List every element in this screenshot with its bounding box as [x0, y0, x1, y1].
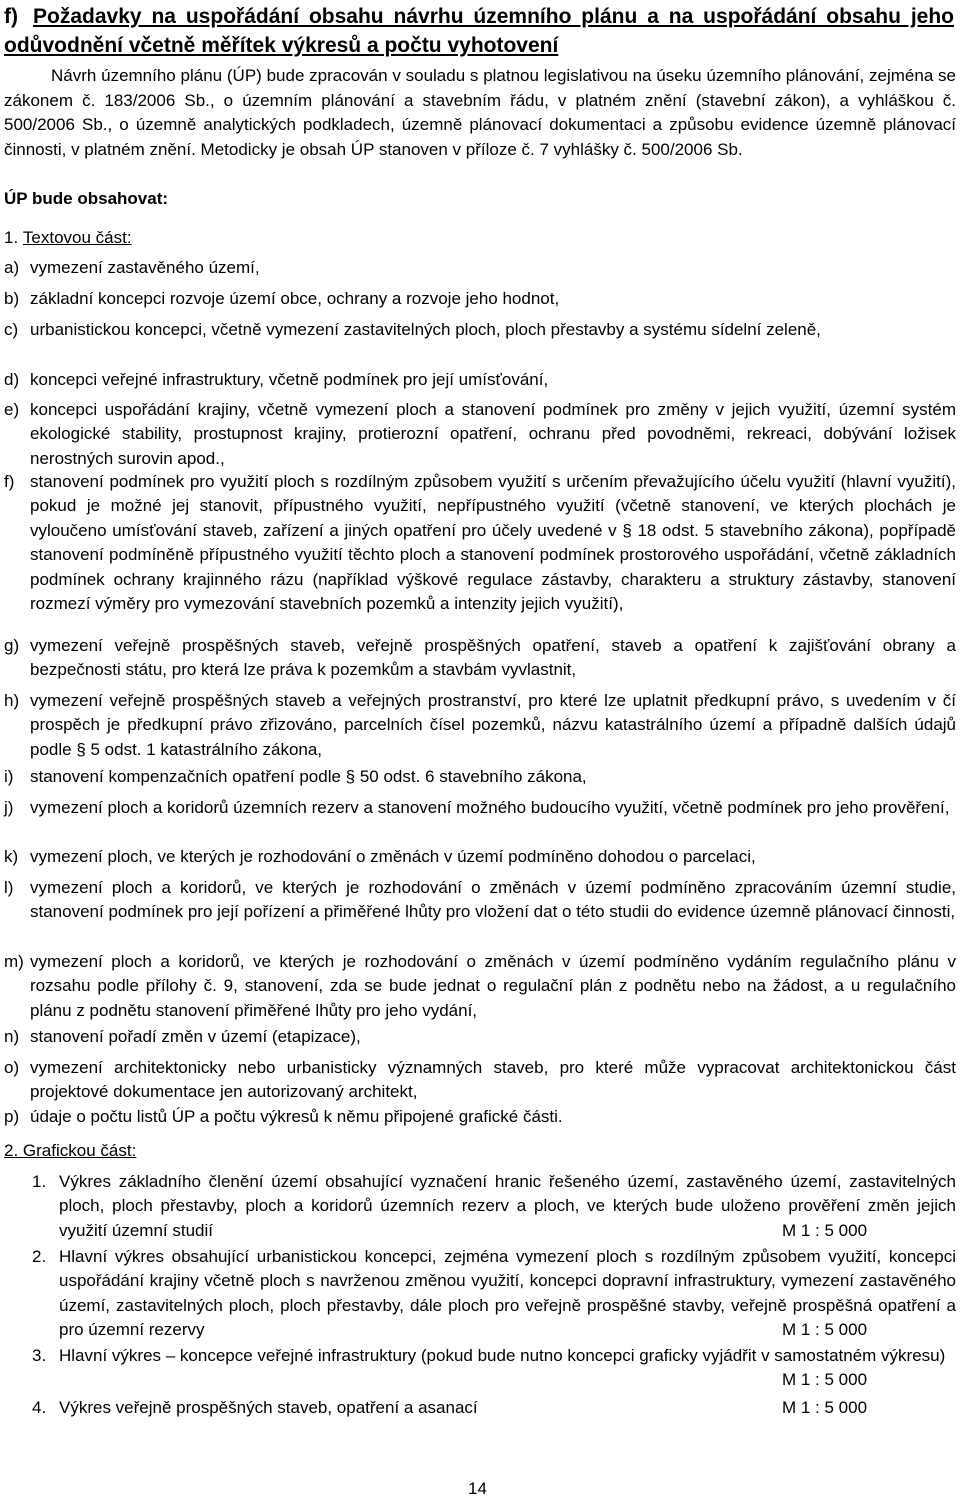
item-text: vymezení zastavěného území,: [30, 258, 260, 277]
item-text: vymezení veřejně prospěšných staveb, veřejně prospěšných opatření, staveb a opatření k zajišťování obrany a bezpečnosti státu, pro která lze práva k pozemkům a stavbám vyvlastnit,: [30, 636, 956, 680]
list-item-e: [4, 398, 956, 471]
part-1-title: Textovou část:: [22, 228, 132, 247]
item-text: vymezení ploch a koridorů, ve kterých je rozhodování o změnách v území podmíněno vydáním regulačního plánu v rozsahu podle přílohy č. 9, stanovení, zda se bude jednat o regulační plán z podnětu nebo na žádost, a u regulačního plánu z podnětu stanovení přiměřené lhůty pro jeho vydání,: [30, 952, 956, 1020]
item-text: vymezení ploch a koridorů územních rezerv a stanovení možného budoucího využití, včetně podmínek pro jeho prověření,: [30, 798, 950, 817]
item-letter: l): [4, 878, 14, 897]
part-2-label: [4, 1141, 136, 1161]
item-letter: k): [4, 847, 19, 866]
list-item-p: [4, 1105, 956, 1129]
graphic-item-scale: M 1 : 5 000: [782, 1221, 868, 1240]
item-letter: e): [4, 400, 20, 419]
graphic-item-scale: M 1 : 5 000: [782, 1370, 868, 1389]
item-letter: a): [4, 258, 20, 277]
item-text: koncepci uspořádání krajiny, včetně vymezení ploch a stanovení podmínek pro změny v jejich využití, územní systém ekologické stability, prostupnost krajiny, protierozní opatření, ochranu před povodněmi, rekreaci, dobývání ložisek nerostných surovin apod.,: [30, 400, 956, 468]
page-number: 14: [468, 1479, 487, 1498]
list-item-k: [4, 845, 956, 869]
graphic-item-text: Hlavní výkres – koncepce veřejné infrastruktury (pokud bude nutno koncepci graficky vyjádřit v samostatném výkresu): [59, 1346, 946, 1365]
item-letter: o): [4, 1058, 20, 1077]
list-item-a: [4, 256, 956, 280]
graphic-item-scale: M 1 : 5 000: [782, 1320, 868, 1339]
list-item-j: [4, 796, 956, 820]
list-item-n: [4, 1025, 956, 1049]
item-letter: n): [4, 1027, 20, 1046]
list-item-i: [4, 765, 956, 789]
list-item-l: [4, 876, 956, 925]
item-text: koncepci veřejné infrastruktury, včetně podmínek pro její umísťování,: [30, 370, 549, 389]
graphic-item-scale: M 1 : 5 000: [782, 1398, 868, 1417]
item-text: vymezení architektonicky nebo urbanisticky významných staveb, pro které může vypracovat architektonickou část projektové dokumentace jen autorizovaný architekt,: [30, 1058, 956, 1102]
graphic-item-number: 2.: [32, 1247, 47, 1266]
graphic-item-number: 1.: [32, 1172, 47, 1191]
item-letter: g): [4, 636, 20, 655]
item-text: údaje o počtu listů ÚP a počtu výkresů k němu připojené grafické části.: [30, 1107, 563, 1126]
item-text: základní koncepci rozvoje území obce, ochrany a rozvoje jeho hodnot,: [30, 289, 560, 308]
intro-paragraph: Návrh územního plánu (ÚP) bude zpracován v souladu s platnou legislativou na úseku územního plánování, zejména se zákonem č. 183/2006 Sb., o územním plánování a stavebním řádu, v platném znění (stavební zákon), a vyhláškou č. 500/2006 Sb., o územně analytických podkladech, územně plánovací dokumentaci a způsobu evidence územně plánovací činnosti, v platném znění. Metodicky je obsah ÚP stanoven v příloze č. 7 vyhlášky č. 500/2006 Sb.: [4, 66, 956, 159]
list-item-g: [4, 634, 956, 683]
list-item-o: [4, 1056, 956, 1105]
graphic-item-text: Výkres veřejně prospěšných staveb, opatření a asanací: [59, 1398, 478, 1417]
section-heading: [4, 2, 954, 60]
list-item-m: [4, 950, 956, 1023]
item-text: stanovení kompenzačních opatření podle § 50 odst. 6 stavebního zákona,: [30, 767, 587, 786]
section-letter: f): [4, 5, 18, 28]
part-2-number: 2.: [4, 1141, 19, 1160]
item-letter: h): [4, 691, 20, 710]
item-letter: m): [4, 952, 24, 971]
item-letter: b): [4, 289, 20, 308]
item-letter: j): [4, 798, 14, 817]
item-text: vymezení ploch, ve kterých je rozhodování o změnách v území podmíněno dohodou o parcelaci,: [30, 847, 756, 866]
graphic-item-number: 4.: [32, 1398, 47, 1417]
list-item-b: [4, 287, 956, 311]
item-text: vymezení veřejně prospěšných staveb a veřejných prostranství, pro které lze uplatnit předkupní právo, s uvedením v čí prospěch je předkupní právo zřizováno, parcelních čísel pozemků, názvu katastrálního území a případně dalších údajů podle § 5 odst. 1 katastrálního zákona,: [30, 691, 956, 759]
contents-subheading: ÚP bude obsahovat:: [4, 189, 169, 208]
item-letter: c): [4, 320, 19, 339]
list-item-f: [4, 470, 956, 616]
item-text: stanovení pořadí změn v území (etapizace),: [30, 1027, 361, 1046]
part-2-title: Grafickou část:: [22, 1141, 137, 1160]
item-letter: f): [4, 472, 15, 491]
item-letter: d): [4, 370, 20, 389]
graphic-item-text: Výkres základního členění území obsahující vyznačení hranic řešeného území, zastavěného území, zastavitelných ploch, ploch přestavby, ploch a koridorů územních rezerv a ploch, ve kterých bude uloženo prověření změn jejich využití územní studií: [59, 1172, 956, 1240]
graphic-item-number: 3.: [32, 1346, 47, 1365]
graphic-item-text: Hlavní výkres obsahující urbanistickou koncepci, zejména vymezení ploch s rozdílným způsobem využití, koncepci uspořádání krajiny včetně ploch s navrženou změnou využití, koncepci dopravní infrastruktury, vymezení zastavěného území, zastavitelných ploch, ploch přestavby, dále ploch pro veřejně prospěšné stavby, veřejně prospěšná opatření a pro územní rezervy: [59, 1247, 956, 1340]
graphic-item-3: [32, 1344, 956, 1368]
list-item-d: [4, 368, 956, 392]
list-item-h: [4, 689, 956, 762]
section-heading-text: Požadavky na uspořádání obsahu návrhu územního plánu a na uspořádání obsahu jeho odůvodnění včetně měřítek výkresů a počtu vyhotovení: [4, 5, 954, 57]
list-item-c: [4, 318, 956, 342]
part-1-number: 1.: [4, 228, 19, 247]
item-letter: i): [4, 767, 14, 786]
part-1-label: [4, 228, 132, 248]
item-letter: p): [4, 1107, 20, 1126]
item-text: stanovení podmínek pro využití ploch s rozdílným způsobem využití s určením převažujícího účelu využití (hlavní využití), pokud je možné jej stanovit, přípustného využití, nepřípustného využití (včetně stanovení, ve kterých plochách je vyloučeno umísťování staveb, zařízení a jiných opatření pro účely uvedené v § 18 odst. 5 stavebního zákona), popřípadě stanovení podmíněně přípustného využití těchto ploch a stanovení podmínek prostorového uspořádání, včetně základních podmínek ochrany krajinného rázu (například výškové regulace zástavby, charakteru a struktury zástavby, stanovení rozmezí výměry pro vymezování stavebních pozemků a intenzity jejich využití),: [30, 472, 956, 614]
item-text: urbanistickou koncepci, včetně vymezení zastavitelných ploch, ploch přestavby a systému sídelní zeleně,: [30, 320, 821, 339]
item-text: vymezení ploch a koridorů, ve kterých je rozhodování o změnách v území podmíněno zpracováním územní studie, stanovení podmínek pro její pořízení a přiměřené lhůty pro vložení dat o této studii do evidence územně plánovací činnosti,: [30, 878, 956, 922]
